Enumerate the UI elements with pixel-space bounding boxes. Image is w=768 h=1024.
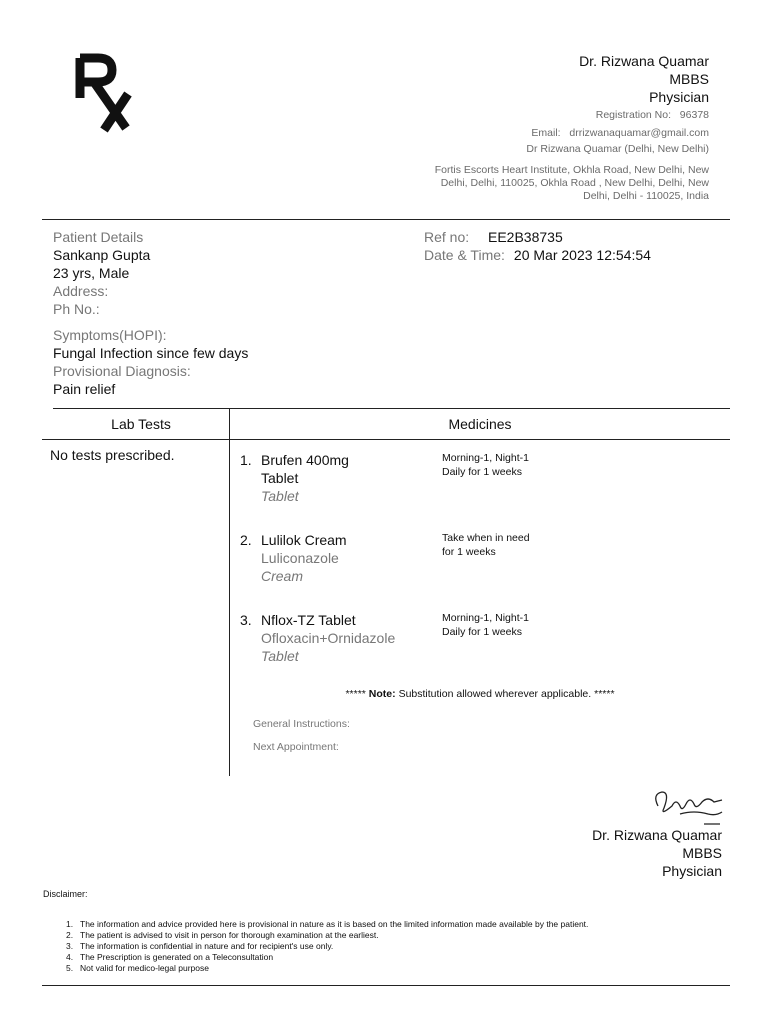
- next-appointment-label: Next Appointment:: [253, 741, 339, 753]
- medicine-form: Tablet: [261, 488, 299, 504]
- table-header-divider: [42, 439, 730, 440]
- registration-row: [419, 109, 709, 122]
- dosage-duration: Daily for 1 weeks: [442, 626, 522, 638]
- medicine-dosage: [442, 531, 530, 559]
- doctor-header: [579, 52, 709, 106]
- medicine-item: [240, 611, 395, 665]
- medicine-name: Brufen 400mg: [261, 452, 349, 468]
- disclaimer-item: 4. The Prescription is generated on a Teleconsultation: [66, 952, 274, 962]
- medicine-dosage: [442, 611, 529, 639]
- note-stars-right: *****: [594, 688, 615, 700]
- signature-title: Physician: [662, 863, 722, 879]
- registration-label: Registration No:: [595, 109, 672, 121]
- medicine-form: Tablet: [261, 648, 299, 664]
- medicine-name: Nflox-TZ Tablet: [261, 612, 356, 628]
- signature-name: Dr. Rizwana Quamar: [592, 827, 722, 843]
- signature-block: [592, 826, 722, 880]
- medicine-dosage: [442, 451, 529, 479]
- doctor-meta: [419, 109, 709, 203]
- no-tests-text: No tests prescribed.: [50, 447, 175, 463]
- email-value: drrizwanaquamar@gmail.com: [569, 127, 709, 139]
- patient-age-sex: 23 yrs, Male: [53, 265, 130, 281]
- email-row: [419, 127, 709, 140]
- substitution-note: [230, 688, 730, 700]
- table-column-divider: [229, 408, 230, 776]
- disclaimer-item: 2. The patient is advised to visit in person for thorough examination at the earliest.: [66, 930, 379, 940]
- medicine-number: 2.: [240, 532, 252, 548]
- medicine-number: 1.: [240, 452, 252, 468]
- medicine-number: 3.: [240, 612, 252, 628]
- ref-row: [424, 228, 651, 246]
- signature-degree: MBBS: [682, 845, 722, 861]
- reference-block: [424, 228, 651, 264]
- email-label: Email:: [531, 127, 561, 139]
- medicine-generic: Tablet: [261, 470, 299, 486]
- table-top-divider: [53, 408, 730, 409]
- rx-symbol-icon: [74, 48, 144, 138]
- datetime-label: Date & Time:: [424, 247, 505, 263]
- footer-divider: [42, 985, 730, 986]
- medicines-header: Medicines: [448, 416, 512, 432]
- doctor-location: Dr Rizwana Quamar (Delhi, New Delhi): [526, 143, 709, 155]
- medicine-item: [240, 451, 349, 505]
- note-stars-left: *****: [345, 688, 366, 700]
- dosage-frequency: Morning-1, Night-1: [442, 452, 529, 464]
- dosage-frequency: Morning-1, Night-1: [442, 612, 529, 624]
- datetime-row: [424, 246, 651, 264]
- medicine-generic: Ofloxacin+Ornidazole: [261, 630, 396, 646]
- doctor-title: Physician: [649, 89, 709, 105]
- medicine-name: Lulilok Cream: [261, 532, 347, 548]
- dosage-duration: for 1 weeks: [442, 546, 496, 558]
- header-divider: [42, 219, 730, 220]
- medicine-form: Cream: [261, 568, 304, 584]
- patient-name: Sankanp Gupta: [53, 247, 151, 263]
- patient-address-label: Address:: [53, 283, 109, 299]
- ref-label: Ref no:: [424, 229, 470, 245]
- patient-section-label: Patient Details: [53, 229, 144, 245]
- lab-tests-header: Lab Tests: [111, 416, 171, 432]
- diagnosis-label: Provisional Diagnosis:: [53, 363, 191, 379]
- patient-details: [53, 228, 413, 398]
- medicine-generic: Luliconazole: [261, 550, 339, 566]
- clinic-address: Fortis Escorts Heart Institute, Okhla Road, New Delhi, New Delhi, Delhi, 110025, Okhla Road , New Delhi, Delhi, New Delhi, Delhi - 110025, India: [434, 164, 709, 202]
- dosage-frequency: Take when in need: [442, 532, 530, 544]
- disclaimer-item: 5. Not valid for medico-legal purpose: [66, 963, 209, 973]
- ref-number: EE2B38735: [488, 229, 563, 245]
- note-text: Substitution allowed wherever applicable.: [398, 688, 592, 700]
- disclaimer-item: 3. The information is confidential in nature and for recipient's use only.: [66, 941, 334, 951]
- dosage-duration: Daily for 1 weeks: [442, 466, 522, 478]
- disclaimer-item: 1. The information and advice provided here is provisional in nature as it is based on the limited information made available by the patient.: [66, 919, 589, 929]
- datetime-value: 20 Mar 2023 12:54:54: [513, 247, 651, 263]
- disclaimer-label: Disclaimer:: [43, 889, 88, 899]
- symptoms-label: Symptoms(HOPI):: [53, 327, 167, 343]
- general-instructions-label: General Instructions:: [253, 718, 350, 730]
- note-label: Note:: [368, 688, 396, 700]
- disclaimer-list: [48, 919, 588, 974]
- doctor-degree: MBBS: [669, 71, 709, 87]
- symptoms-value: Fungal Infection since few days: [53, 345, 249, 361]
- patient-phone-label: Ph No.:: [53, 301, 100, 317]
- doctor-name: Dr. Rizwana Quamar: [579, 53, 709, 69]
- diagnosis-value: Pain relief: [53, 381, 116, 397]
- registration-number: 96378: [679, 109, 709, 121]
- medicine-item: [240, 531, 347, 585]
- signature-image: [650, 786, 726, 828]
